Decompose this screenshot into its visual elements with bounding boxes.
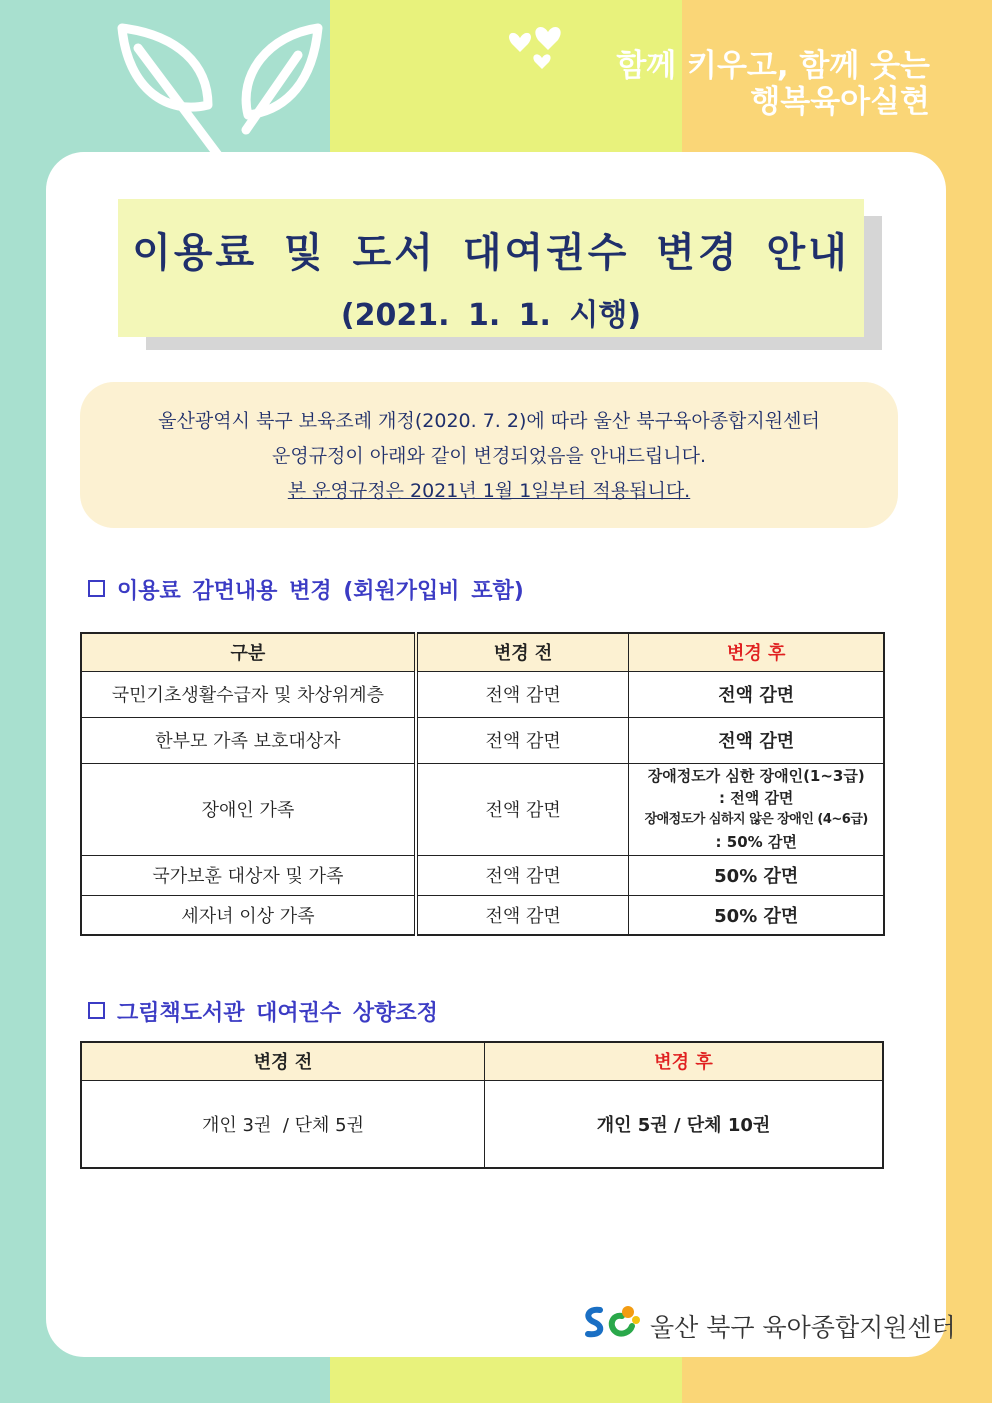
table-row: [81, 1080, 883, 1168]
row-category: 국민기초생활수급자 및 차상위계층: [81, 671, 416, 717]
table-header-row: [81, 1042, 883, 1080]
row-before: 전액 감면: [416, 717, 629, 763]
row-category: 세자녀 이상 가족: [81, 895, 416, 935]
org-logo-icon: [582, 1302, 642, 1342]
after-detail-line-4: : 50% 감면: [715, 833, 797, 851]
table-row: [81, 895, 884, 935]
row-after: 전액 감면: [629, 717, 884, 763]
row-category: 한부모 가족 보호대상자: [81, 717, 416, 763]
row-after: 50% 감면: [629, 855, 884, 895]
loan-before: 개인 3권 / 단체 5권: [81, 1080, 485, 1168]
row-category: 국가보훈 대상자 및 가족: [81, 855, 416, 895]
row-category: 장애인 가족: [81, 763, 416, 855]
notice-line-1: 울산광역시 북구 보육조례 개정(2020. 7. 2)에 따라 울산 북구육아종합지원센터: [158, 410, 820, 432]
row-before: 전액 감면: [416, 855, 629, 895]
section-title-fee-text: 이용료 감면내용 변경 (회원가입비 포함): [117, 579, 524, 604]
slogan-line-1: 함께 키우고, 함께 웃는: [616, 48, 930, 84]
title-box: [118, 199, 864, 337]
row-after: 전액 감면: [629, 671, 884, 717]
slogan: [616, 48, 930, 120]
row-after: 50% 감면: [629, 895, 884, 935]
table-row: [81, 763, 884, 855]
table-row: [81, 717, 884, 763]
page-title: 이용료 및 도서 대여권수 변경 안내: [132, 230, 850, 276]
page-subtitle: (2021. 1. 1. 시행): [340, 298, 642, 333]
header-after: 변경 후: [485, 1042, 884, 1080]
section-title-fee: [88, 574, 524, 605]
loan-after: 개인 5권 / 단체 10권: [485, 1080, 884, 1168]
hearts-icon: [508, 24, 572, 72]
section-title-library: [88, 996, 438, 1027]
header-category: 구분: [81, 633, 416, 671]
org-name: 울산 북구 육아종합지원센터: [650, 1313, 956, 1342]
notice-line-2: 운영규정이 아래와 같이 변경되었음을 안내드립니다.: [272, 445, 706, 467]
after-detail-line-2: : 전액 감면: [719, 789, 794, 807]
table-row: [81, 671, 884, 717]
row-before: 전액 감면: [416, 895, 629, 935]
checkbox-bullet-icon: [88, 580, 105, 597]
row-before: 전액 감면: [416, 763, 629, 855]
checkbox-bullet-icon: [88, 1002, 105, 1019]
fee-reduction-table: [80, 632, 885, 936]
section-title-library-text: 그림책도서관 대여권수 상향조정: [117, 1001, 438, 1026]
library-loan-table: [80, 1041, 884, 1169]
table-header-row: [81, 633, 884, 671]
header-before: 변경 전: [416, 633, 629, 671]
notice-box: [80, 382, 898, 528]
header-after: 변경 후: [629, 633, 884, 671]
row-before: 전액 감면: [416, 671, 629, 717]
header-before: 변경 전: [81, 1042, 485, 1080]
row-after-detail: [629, 763, 884, 855]
slogan-line-2: 행복육아실현: [750, 84, 930, 120]
org-logo: [582, 1302, 956, 1348]
after-detail-line-3: 장애정도가 심하지 않은 장애인 (4~6급): [644, 812, 868, 827]
notice-line-3: 본 운영규정은 2021년 1월 1일부터 적용됩니다.: [287, 480, 691, 502]
leaves-icon: [108, 20, 338, 160]
table-row: [81, 855, 884, 895]
after-detail-line-1: 장애정도가 심한 장애인(1~3급): [647, 767, 865, 785]
